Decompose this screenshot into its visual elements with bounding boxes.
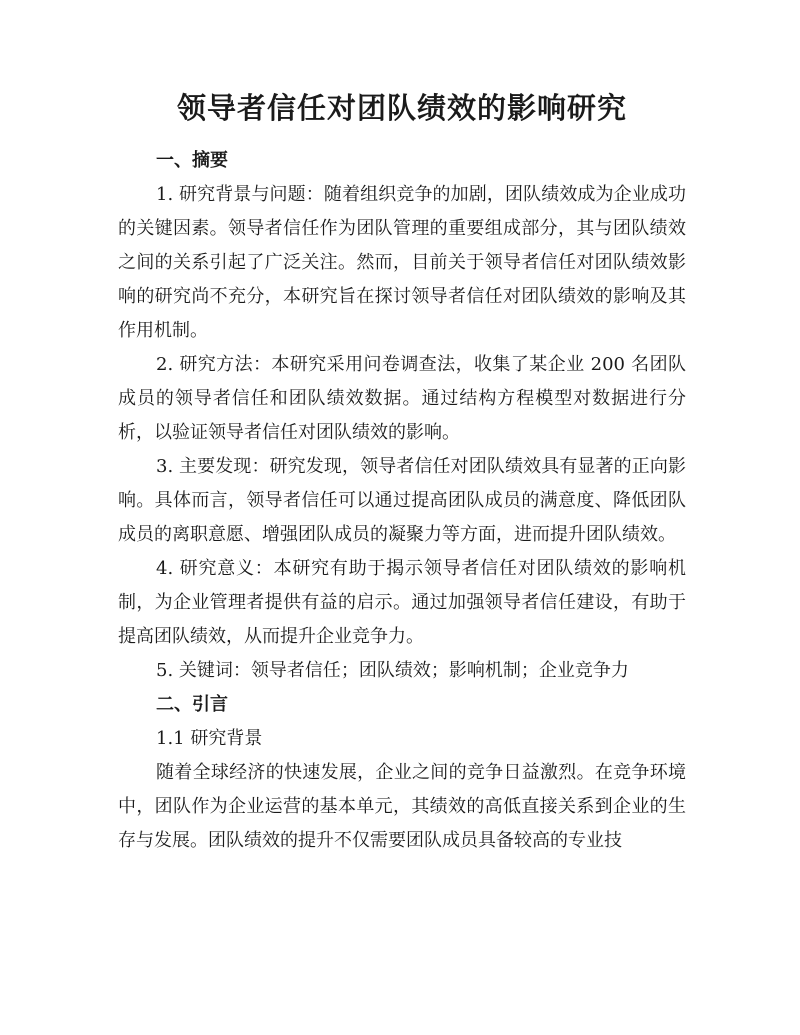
introduction-paragraph: 随着全球经济的快速发展，企业之间的竞争日益激烈。在竞争环境中，团队作为企业运营的基本单元，其绩效的高低直接关系到企业的生存与发展。团队绩效的提升不仅需要团队成员具备较高的专业技 bbox=[118, 762, 686, 851]
abstract-heading: 一、摘要 bbox=[156, 150, 228, 171]
abstract-item-background: 1. 研究背景与问题：随着组织竞争的加剧，团队绩效成为企业成功的关键因素。领导者信任作为团队管理的重要组成部分，其与团队绩效之间的关系引起了广泛关注。然而，目前关于领导者信任对团队绩效影响的研究尚不充分，本研究旨在探讨领导者信任对团队绩效的影响及其作用机制。 bbox=[118, 184, 686, 341]
abstract-item-findings: 3. 主要发现：研究发现，领导者信任对团队绩效具有显著的正向影响。具体而言，领导者信任可以通过提高团队成员的满意度、降低团队成员的离职意愿、增强团队成员的凝聚力等方面，进而提升团队绩效。 bbox=[118, 456, 686, 545]
abstract-item-significance: 4. 研究意义：本研究有助于揭示领导者信任对团队绩效的影响机制，为企业管理者提供有益的启示。通过加强领导者信任建设，有助于提高团队绩效，从而提升企业竞争力。 bbox=[118, 558, 686, 647]
document-body bbox=[118, 144, 686, 858]
abstract-item-method: 2. 研究方法：本研究采用问卷调查法，收集了某企业 200 名团队成员的领导者信任和团队绩效数据。通过结构方程模型对数据进行分析，以验证领导者信任对团队绩效的影响。 bbox=[118, 354, 686, 443]
document-title: 领导者信任对团队绩效的影响研究 bbox=[176, 91, 627, 125]
introduction-heading: 二、引言 bbox=[156, 694, 228, 715]
abstract-item-keywords: 5. 关键词：领导者信任；团队绩效；影响机制；企业竞争力 bbox=[156, 660, 629, 681]
introduction-subheading: 1.1 研究背景 bbox=[156, 728, 263, 749]
